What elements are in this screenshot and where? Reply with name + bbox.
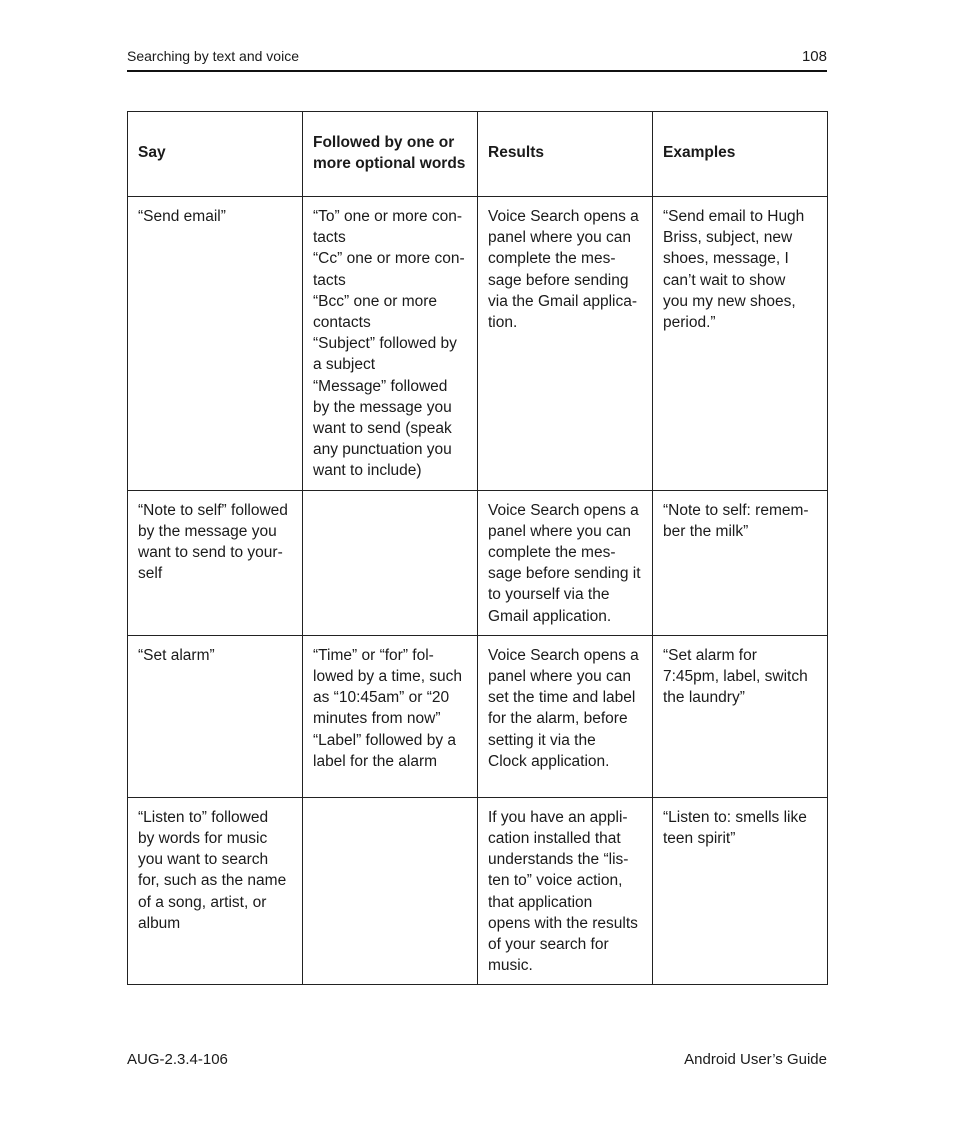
column-header-say: Say [128,112,303,197]
table-row [128,490,828,635]
table-cell-examples [653,635,828,797]
cell-text-line: “Bcc” one or more [313,292,438,310]
cell-text-line: 7:45pm, label, switch [663,668,808,686]
cell-text-line: you my new shoes, [663,292,796,310]
table-cell-followed [303,635,478,797]
cell-text-line: period.” [663,314,716,332]
cell-text-line: “Cc” one or more con- [313,250,465,268]
voice-commands-table [127,111,828,985]
cell-text-line: want to send (speak [313,420,452,438]
cell-text-line: panel where you can [488,668,632,686]
cell-text-line: Voice Search opens a [488,501,639,519]
table-cell-examples [653,197,828,491]
table-row [128,797,828,985]
cell-text-line: by the message you [313,398,452,416]
cell-text-line: to yourself via the [488,586,610,604]
cell-text-line: set the time and label [488,689,636,707]
table-cell-results [478,635,653,797]
cell-text-line: If you have an appli- [488,808,628,826]
cell-text-line: understands the “lis- [488,851,629,869]
page-number: 108 [801,48,827,65]
cell-text-line: for the alarm, before [488,710,628,728]
cell-text-line: “Subject” followed by [313,335,457,353]
cell-text-line: via the Gmail applica- [488,292,638,310]
column-header-examples: Examples [653,112,828,197]
table-cell-results [478,490,653,635]
cell-text-line: ber the milk” [663,522,749,540]
cell-text-line: lowed by a time, such [313,668,463,686]
table-cell-followed [303,797,478,985]
cell-text-line: can’t wait to show [663,271,786,289]
table-cell-examples [653,490,828,635]
table-header-row [128,112,828,197]
cell-text-line: panel where you can [488,522,632,540]
cell-text-line: opens with the results [488,914,638,932]
cell-text-line: self [138,565,163,583]
doc-code: AUG-2.3.4-106 [127,1051,228,1068]
cell-text-line: panel where you can [488,229,632,247]
cell-text-line: minutes from now” [313,710,441,728]
cell-text-line: for, such as the name [138,872,287,890]
cell-text-line: want to send to your- [138,544,283,562]
cell-text-line: complete the mes- [488,250,616,268]
column-header-followed-by: Followed by one or more optional words [303,112,478,197]
table-cell-say [128,490,303,635]
table-cell-say [128,797,303,985]
cell-text-line: “Note to self: remem- [663,501,809,519]
cell-text-line: teen spirit” [663,830,736,848]
table-cell-followed [303,197,478,491]
table-row [128,635,828,797]
cell-text-line: “Listen to” followed [138,808,269,826]
table-cell-say [128,197,303,491]
cell-text-line: “Note to self” followed [138,501,288,519]
cell-text-line: ten to” voice action, [488,872,623,890]
cell-text-line: of a song, artist, or [138,893,267,911]
cell-text-line: “To” one or more con- [313,208,463,225]
cell-text-line: label for the alarm [313,752,438,770]
cell-text-line: want to include) [313,462,422,480]
cell-text-line: tacts [313,271,346,289]
cell-text-line: sage before sending [488,271,629,289]
cell-text-line: by the message you [138,522,277,540]
cell-text-line: you want to search [138,851,269,869]
cell-text-line: complete the mes- [488,544,616,562]
cell-text-line: Clock application. [488,752,610,770]
cell-text-line: tion. [488,314,518,332]
cell-text-line: shoes, message, I [663,250,789,268]
cell-text-line: that application [488,893,593,911]
cell-text-line: “Listen to: smells like [663,808,807,826]
table-cell-say [128,635,303,797]
column-header-results: Results [478,112,653,197]
page-footer [127,1051,827,1068]
cell-text-line: Voice Search opens a [488,646,639,664]
cell-text-line: Briss, subject, new [663,229,793,247]
cell-text-line: a subject [313,356,376,374]
cell-text-line: “Send email to Hugh [663,208,805,225]
cell-text-line: as “10:45am” or “20 [313,689,450,707]
cell-text-line: setting it via the [488,731,596,749]
cell-text-line: music. [488,957,533,975]
cell-text-line: tacts [313,229,346,247]
cell-text-line: “Set alarm” [138,646,215,664]
cell-text-line: Gmail application. [488,607,612,625]
section-title: Searching by text and voice [127,48,299,64]
cell-text-line: sage before sending it [488,565,641,583]
cell-text-line: “Message” followed [313,377,448,395]
table-cell-followed [303,490,478,635]
cell-text-line: “Send email” [138,208,226,225]
doc-title: Android User’s Guide [684,1051,827,1068]
cell-text-line: album [138,914,181,932]
table-row [128,197,828,491]
cell-text-line: the laundry” [663,689,745,707]
page-header [127,48,827,72]
cell-text-line: by words for music [138,830,268,848]
cell-text-line: cation installed that [488,830,621,848]
cell-text-line: “Time” or “for” fol- [313,646,434,664]
table-cell-results [478,197,653,491]
cell-text-line: “Set alarm for [663,646,757,664]
table-cell-examples [653,797,828,985]
cell-text-line: of your search for [488,936,609,954]
cell-text-line: “Label” followed by a [313,731,457,749]
cell-text-line: contacts [313,314,371,332]
cell-text-line: any punctuation you [313,441,452,459]
table-cell-results [478,797,653,985]
cell-text-line: Voice Search opens a [488,208,639,225]
